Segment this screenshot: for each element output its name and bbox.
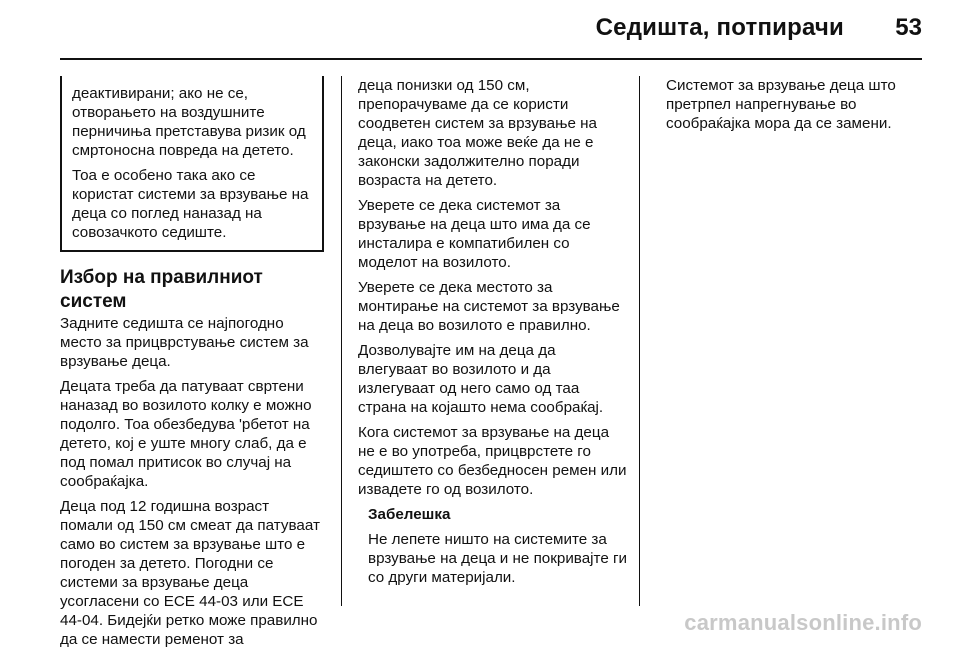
body-paragraph: Системот за врзување деца што претрпел напрегнување во сообраќајка мора да се замени. bbox=[666, 77, 896, 132]
body-paragraph: Уверете се дека системот за врзување на деца што има да се инсталира е компатибилен со моделот на возилото. bbox=[358, 197, 591, 271]
body-paragraph: Задните седишта се најпогодно место за прицврстување систем за врзување деца. bbox=[60, 315, 309, 370]
page-title: Седишта, потпирачи bbox=[595, 14, 844, 41]
body-paragraph: Децата треба да патуваат свртени наназад во возилото колку е можно подолго. Тоа обезбедува 'рбетот на детето, кој е уште многу слаб, да е под помал притисок во случај на сообраќајка. bbox=[60, 378, 312, 490]
page-number: 53 bbox=[895, 14, 922, 41]
column-right bbox=[666, 76, 928, 139]
note-text: Не лепете ништо на системите за врзување на деца и не покривајте ги со други материјали. bbox=[368, 531, 628, 586]
column-divider-2 bbox=[639, 76, 640, 606]
header-rule bbox=[60, 58, 922, 60]
column-divider-1 bbox=[341, 76, 342, 606]
body-paragraph: Дозволувајте им на деца да влегуваат во возилото и да излегуваат од него само од таа страна на којашто нема сообраќај. bbox=[358, 342, 604, 416]
watermark: carmanualsonline.info bbox=[684, 610, 922, 635]
body-paragraph: Деца под 12 годишна возраст помали од 150 см смеат да патуваат само во систем за врзување што е погоден за детето. Погодни се системи за врзување деца усогласени со ECE 44-03 или ECE 44-04. Бидејќи ретко може правилно да се намести ременот за bbox=[60, 498, 320, 648]
column-middle bbox=[358, 76, 628, 593]
warning-box bbox=[60, 76, 324, 252]
column-left bbox=[60, 76, 324, 655]
body-paragraph: Уверете се дека местото за монтирање на системот за врзување на деца во возилото е правилно. bbox=[358, 279, 620, 334]
warning-paragraph: деактивирани; ако не се, отворањето на воздушните перничиња претставува ризик од смртоносна повреда на детето. bbox=[72, 85, 306, 159]
warning-paragraph: Тоа е особено така ако се користат системи за врзување на деца со поглед наназад на совозачкото седиште. bbox=[72, 167, 309, 241]
body-paragraph: Кога системот за врзување на деца не е во употреба, прицврстете го седиштето со безбедносен ремен или извадете го од возилото. bbox=[358, 424, 627, 498]
body-paragraph: деца понизки од 150 см, препорачуваме да се користи соодветен систем за врзување на деца, иако тоа може веќе да не е законски задолжително поради возраста на детето. bbox=[358, 77, 597, 189]
section-heading: Избор на правилниот систем bbox=[60, 267, 263, 312]
note-heading: Забелешка bbox=[368, 506, 451, 523]
note-block bbox=[368, 505, 628, 587]
